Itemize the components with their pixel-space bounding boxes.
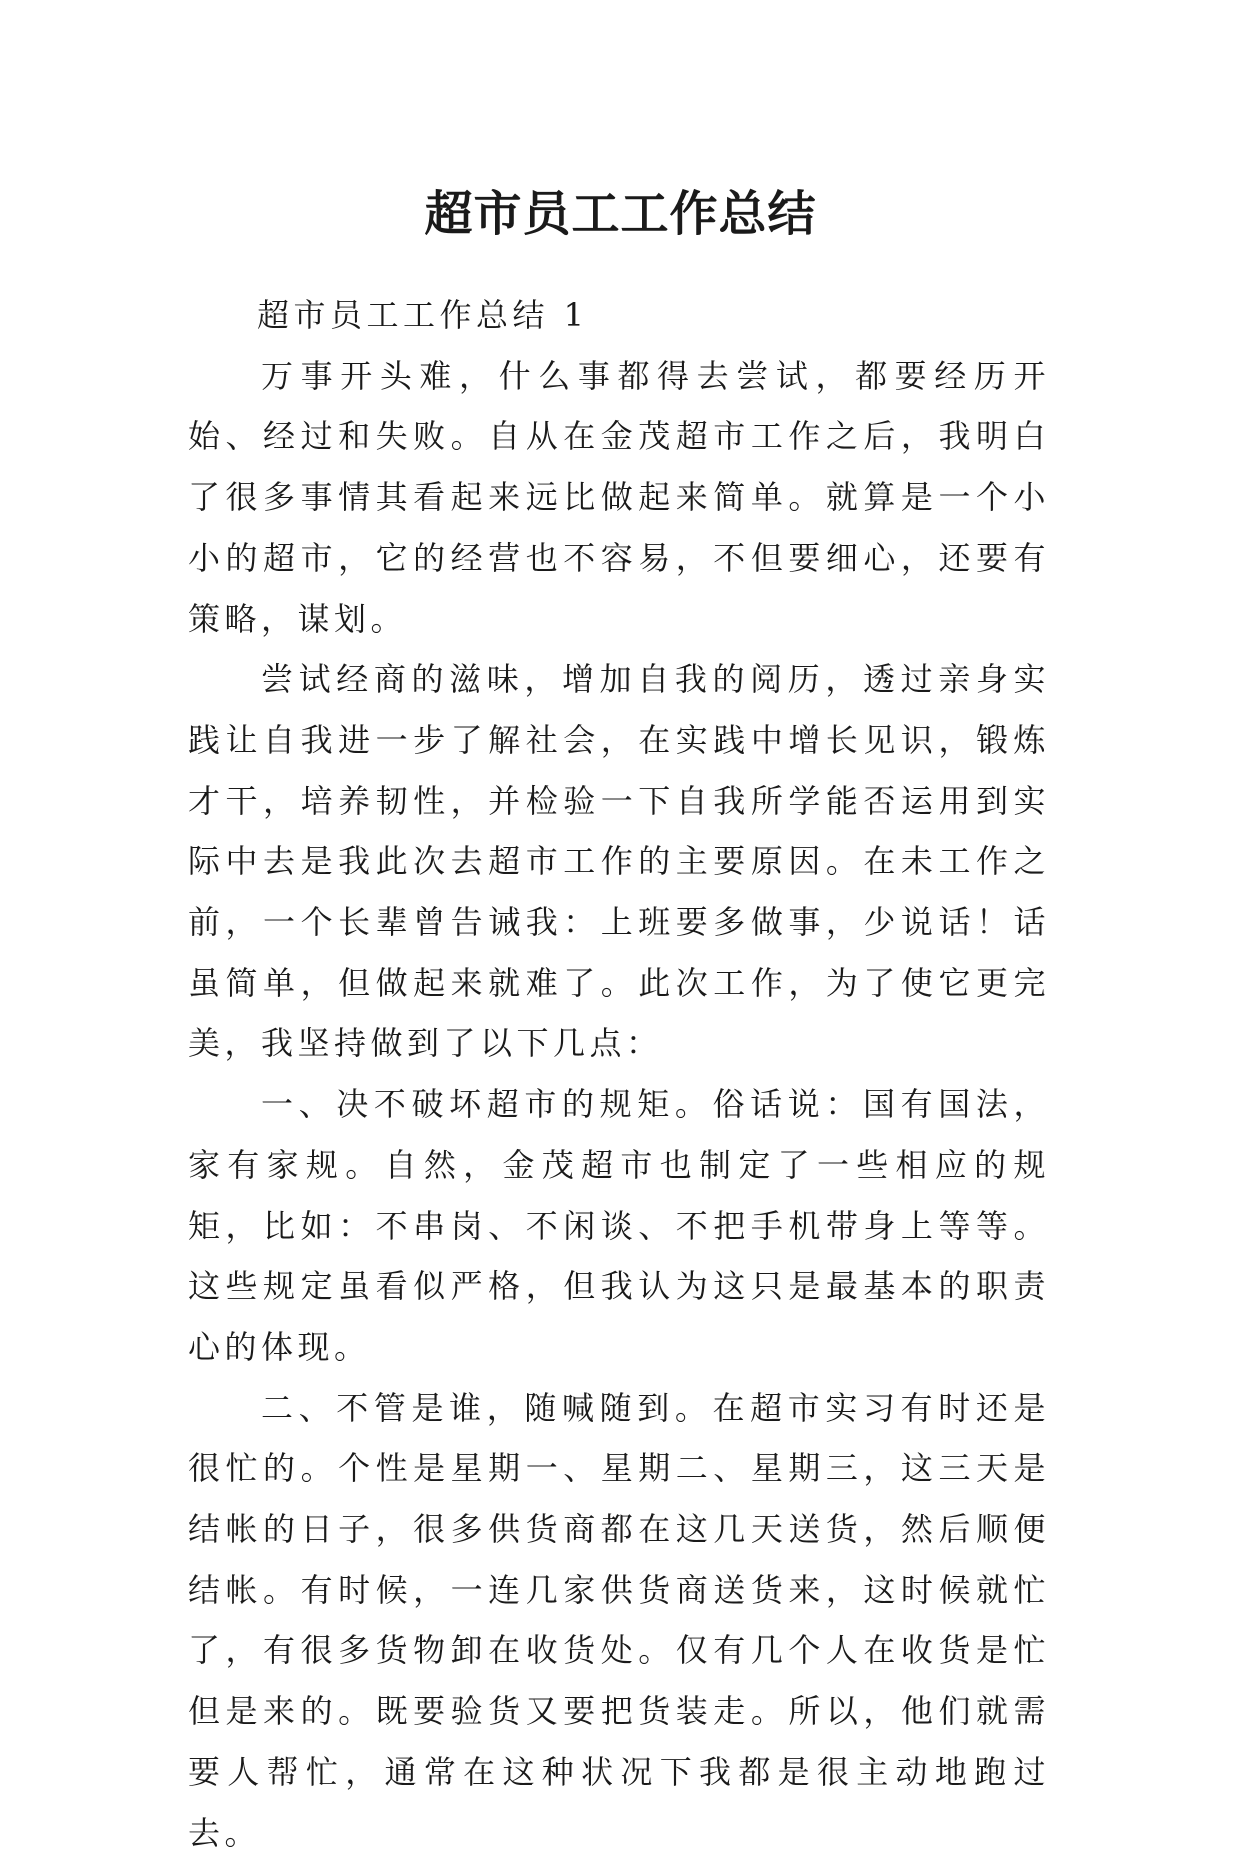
paragraph: 一、决不破坏超市的规矩。俗话说：国有国法，家有家规。自然，金茂超市也制定了一些相应的规矩，比如：不串岗、不闲谈、不把手机带身上等等。这些规定虽看似严格，但我认为这只是最基本的职责心的体现。 — [188, 1085, 1050, 1366]
paragraph: 二、不管是谁，随喊随到。在超市实习有时还是很忙的。个性是星期一、星期二、星期三，这三天是结帐的日子，很多供货商都在这几天送货，然后顺便结帐。有时候，一连几家供货商送货来，这时候就忙了，有很多货物卸在收货处。仅有几个人在收货是忙但是来的。既要验货又要把货装走。所以，他们就需要人帮忙，通常在这种状况下我都是很主动地跑过去。 — [188, 1388, 1050, 1852]
paragraph: 万事开头难，什么事都得去尝试，都要经历开始、经过和失败。自从在金茂超市工作之后，我明白了很多事情其看起来远比做起来简单。就算是一个小小的超市，它的经营也不容易，不但要细心，还要有策略，谋划。 — [188, 356, 1050, 638]
document-body — [188, 285, 1050, 1863]
document-title: 超市员工工作总结 — [424, 186, 817, 243]
paragraph: 尝试经商的滋味，增加自我的阅历，透过亲身实践让自我进一步了解社会，在实践中增长见识，锻炼才干，培养韧性，并检验一下自我所学能否运用到实际中去是我此次去超市工作的主要原因。在未工作之前，一个长辈曾告诫我：上班要多做事，少说话！话虽简单，但做起来就难了。此次工作，为了使它更完美，我坚持做到了以下几点： — [188, 660, 1050, 1063]
section-heading: 超市员工工作总结 1 — [257, 296, 589, 334]
